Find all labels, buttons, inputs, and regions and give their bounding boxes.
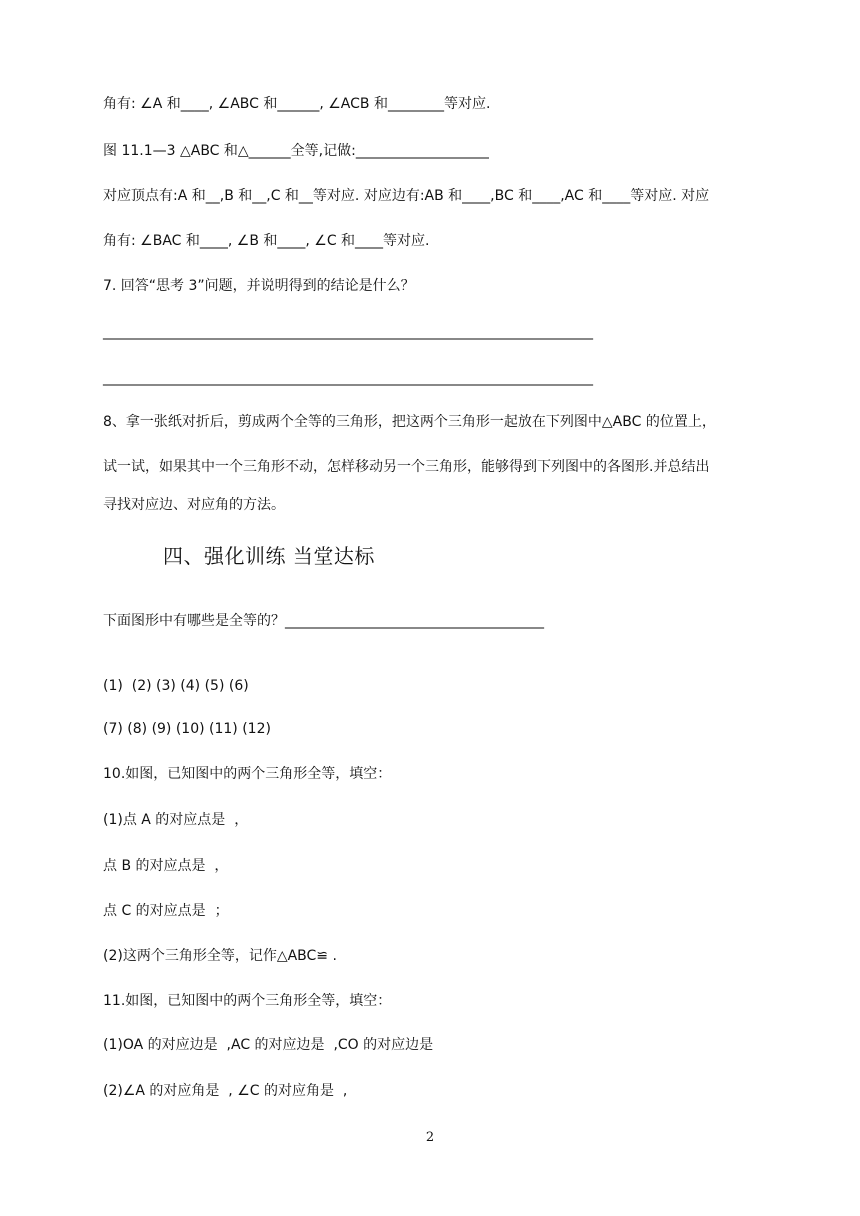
- text-line: 点 B 的对应点是 ，: [103, 858, 229, 874]
- text-line: 点 C 的对应点是 ；: [103, 903, 229, 919]
- answer-blank-line: ______________________________________________________________________: [103, 324, 593, 340]
- text-line: 寻找对应边、对应角的方法。: [103, 497, 285, 513]
- question-10: 10.如图，已知图中的两个三角形全等，填空：: [103, 766, 392, 782]
- figure-labels: (1) (2) (3) (4) (5) (6): [103, 678, 249, 694]
- text-line: 对应顶点有:A 和__,B 和__,C 和__等对应. 对应边有:AB 和____,BC 和____,AC 和____等对应. 对应: [103, 188, 710, 204]
- text-line: (1)OA 的对应边是 ,AC 的对应边是 ,CO 的对应边是: [103, 1037, 434, 1053]
- page-number: 2: [425, 1130, 435, 1145]
- section-heading: 四、强化训练 当堂达标: [163, 544, 375, 568]
- text-line: (2)这两个三角形全等，记作△ABC≌ .: [103, 948, 337, 964]
- text-line: 角有: ∠A 和____, ∠ABC 和______, ∠ACB 和________等对应.: [103, 96, 491, 112]
- question-8: 8、拿一张纸对折后，剪成两个全等的三角形，把这两个三角形一起放在下列图中△ABC 的位置上，: [103, 414, 716, 430]
- text-line: (2)∠A 的对应角是 , ∠C 的对应角是 ,: [103, 1083, 348, 1099]
- question-9: 下面图形中有哪些是全等的？_____________________________________: [103, 613, 544, 629]
- question-7: 7. 回答“思考 3”问题，并说明得到的结论是什么？: [103, 278, 415, 294]
- text-line: (1)点 A 的对应点是 ，: [103, 812, 249, 828]
- text-line: 角有: ∠BAC 和____, ∠B 和____, ∠C 和____等对应.: [103, 233, 430, 249]
- text-line: 试一试，如果其中一个三角形不动，怎样移动另一个三角形，能够得到下列图中的各图形.并总结出: [103, 459, 710, 475]
- answer-blank-line: ______________________________________________________________________: [103, 370, 593, 386]
- question-11: 11.如图，已知图中的两个三角形全等，填空：: [103, 993, 392, 1009]
- figure-labels: (7) (8) (9) (10) (11) (12): [103, 721, 271, 737]
- text-line: 图 11.1—3 △ABC 和△______全等,记做:___________________: [103, 143, 489, 159]
